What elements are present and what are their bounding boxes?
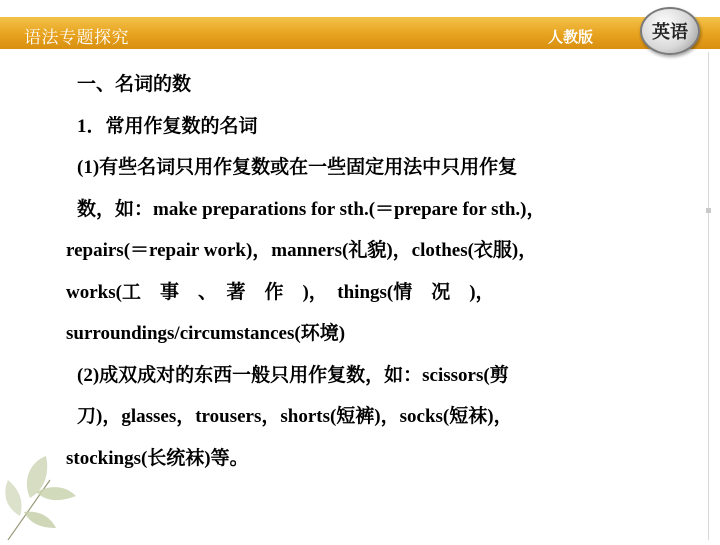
subsection-heading: 1．常用作复数的名词 — [77, 115, 258, 137]
content-line: 刀)，glasses，trousers，shorts(短裤)，socks(短袜)， — [77, 406, 513, 427]
content-line: (2)成双成对的东西一般只用作复数，如：scissors(剪 — [77, 364, 509, 386]
content-line: stockings(长统袜)等。 — [66, 447, 249, 469]
content-line: works(工 事 、 著 作 )， things(情 况 )， — [66, 281, 495, 303]
content-line: surroundings/circumstances(环境) — [66, 323, 346, 344]
header-right-title: 人教版 — [548, 28, 594, 46]
right-divider — [708, 52, 709, 540]
leaf-decoration-icon — [0, 440, 90, 540]
slide-content — [66, 64, 666, 479]
content-line: repairs(＝repair work)，manners(礼貌)，clothes(衣服)， — [66, 240, 538, 261]
subject-badge — [640, 7, 700, 55]
content-line: 数，如：make preparations for sth.(＝prepare for sth.)， — [77, 198, 546, 220]
section-heading: 一、名词的数 — [77, 74, 192, 95]
content-line: (1)有些名词只用作复数或在一些固定用法中只用作复 — [77, 157, 518, 178]
right-marker — [706, 208, 711, 213]
header-left-title: 语法专题探究 — [24, 28, 129, 48]
subject-badge-label: 英语 — [652, 22, 688, 43]
